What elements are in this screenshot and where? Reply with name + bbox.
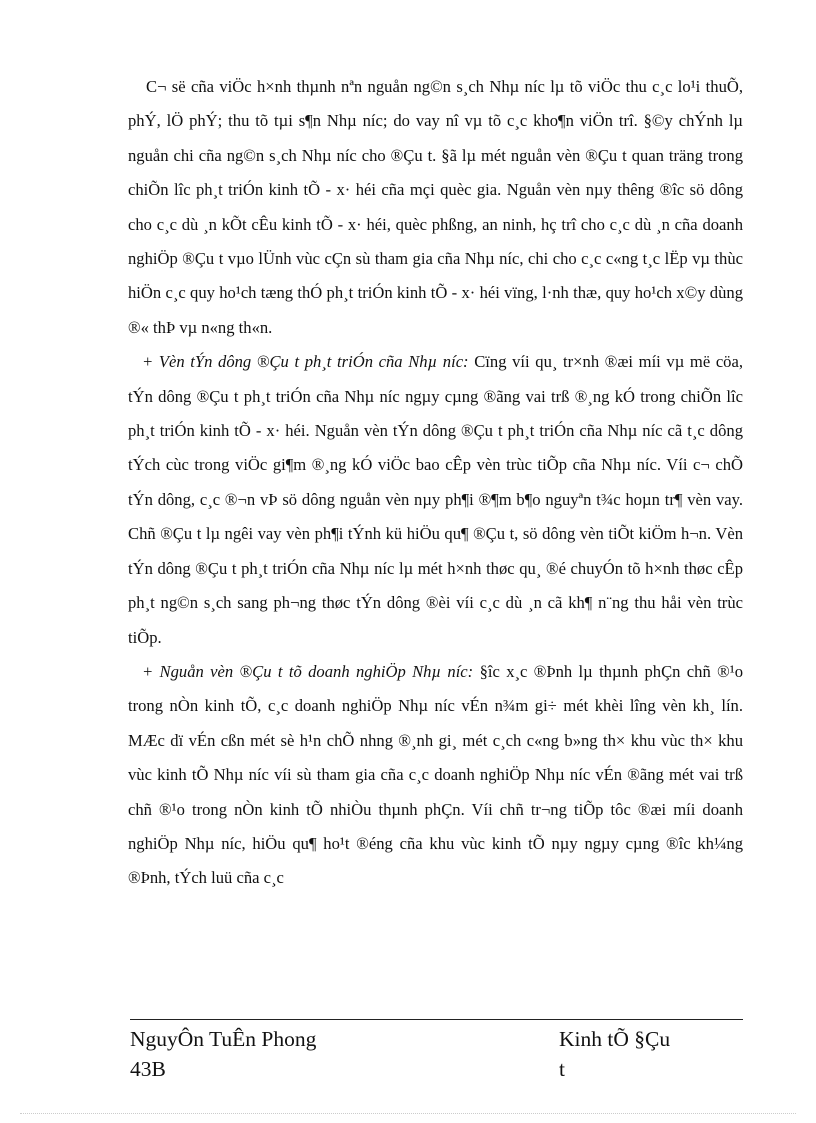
footer-faculty: Kinh tÕ §Çu t xyxy=(559,1027,671,1081)
paragraph-text: §îc x¸c ®Þnh lµ thµnh phÇn chñ ®¹o trong nÒn kinh tÕ, c¸c doanh nghiÖp Nhµ níc vÉn n¾m gi÷ mét khèi lîng vèn kh¸ lín. MÆc dï vÉn cßn mét sè h¹n chÕ nhng ®¸nh gi¸ mét c¸ch c«ng b»ng th× khu vùc th× khu vùc kinh tÕ Nhµ níc víi sù tham gia cña c¸c doanh nghiÖp Nhµ níc vÉn ®ãng mét vai trß chñ ®¹o trong nÒn kinh tÕ nhiÒu thµnh phÇn. Víi chñ tr¬ng tiÕp tôc ®æi míi doanh nghiÖp Nhµ níc, hiÖu qu¶ ho¹t ®éng cña khu vùc kinh tÕ nµy ngµy cµng ®îc kh¼ng ®Þnh, tÝch luü cña c¸c xyxy=(128,661,744,888)
document-body xyxy=(128,70,743,896)
footer-author: NguyÔn TuÊn Phong xyxy=(130,1027,317,1051)
paragraph-heading: + Nguån vèn ®Çu t tõ doanh nghiÖp Nhµ níc: xyxy=(142,661,474,681)
page-bottom-border xyxy=(20,1113,796,1114)
paragraph-heading: + Vèn tÝn dông ®Çu t ph¸t triÓn cña Nhµ níc: xyxy=(142,352,469,372)
paragraph-state-enterprise xyxy=(128,655,743,896)
paragraph-state-budget: C¬ së cña viÖc h×nh thµnh nªn nguån ng©n s¸ch Nhµ níc lµ tõ viÖc thu c¸c lo¹i thuÕ, phÝ, lÖ phÝ; thu tõ tµi s¶n Nhµ níc; do vay nî vµ tõ c¸c kho¶n viÖn trî. §©y chÝnh lµ nguån chi cña ng©n s¸ch Nhµ níc cho ®Çu t. §ã lµ mét nguån vèn ®Çu t quan träng trong chiÕn lîc ph¸t triÓn kinh tÕ - x· héi cña mçi quèc gia. Nguån vèn nµy thêng ®îc sö dông cho c¸c dù ¸n kÕt cÊu kinh tÕ - x· héi, quèc phßng, an ninh, hç trî cho c¸c dù ¸n cña doanh nghiÖp ®Çu t vµo lÜnh vùc cÇn sù tham gia cña Nhµ níc, chi cho c¸c c«ng t¸c lËp vµ thùc hiÖn c¸c quy ho¹ch tæng thÓ ph¸t triÓn kinh tÕ - x· héi vïng, l·nh thæ, quy ho¹ch x©y dùng ®« thÞ vµ n«ng th«n. xyxy=(128,77,743,337)
footer-class: 43B xyxy=(130,1057,166,1081)
paragraph-state-credit xyxy=(128,345,743,655)
footer-divider xyxy=(130,1019,743,1020)
paragraph-text: Cïng víi qu¸ tr×nh ®æi míi vµ më cöa, tÝn dông ®Çu t ph¸t triÓn cña Nhµ níc ngµy cµng ®ãng vai trß ®¸ng kÓ trong chiÕn lîc ph¸t triÓn kinh tÕ - x· héi. Nguån vèn tÝn dông ®Çu t ph¸t triÓn cña Nhµ níc cã t¸c dông tÝch cùc trong viÖc gi¶m ®¸ng kÓ viÖc bao cÊp vèn trùc tiÕp cña Nhµ níc. Víi c¬ chÕ tÝn dông, c¸c ®¬n vÞ sö dông nguån vèn nµy ph¶i ®¶m b¶o nguyªn t¾c hoµn tr¶ vèn vay. Chñ ®Çu t lµ ngêi vay vèn ph¶i tÝnh kü hiÖu qu¶ ®Çu t, sö dông vèn tiÕt kiÖm h¬n. Vèn tÝn dông ®Çu t ph¸t triÓn cña Nhµ níc lµ mét h×nh thøc qu¸ ®é chuyÓn tõ h×nh thøc cÊp ph¸t ng©n s¸ch sang ph¬ng thøc tÝn dông ®èi víi c¸c dù ¸n cã kh¶ n¨ng thu håi vèn trùc tiÕp. xyxy=(128,352,743,647)
footer-author-block xyxy=(130,1024,316,1084)
